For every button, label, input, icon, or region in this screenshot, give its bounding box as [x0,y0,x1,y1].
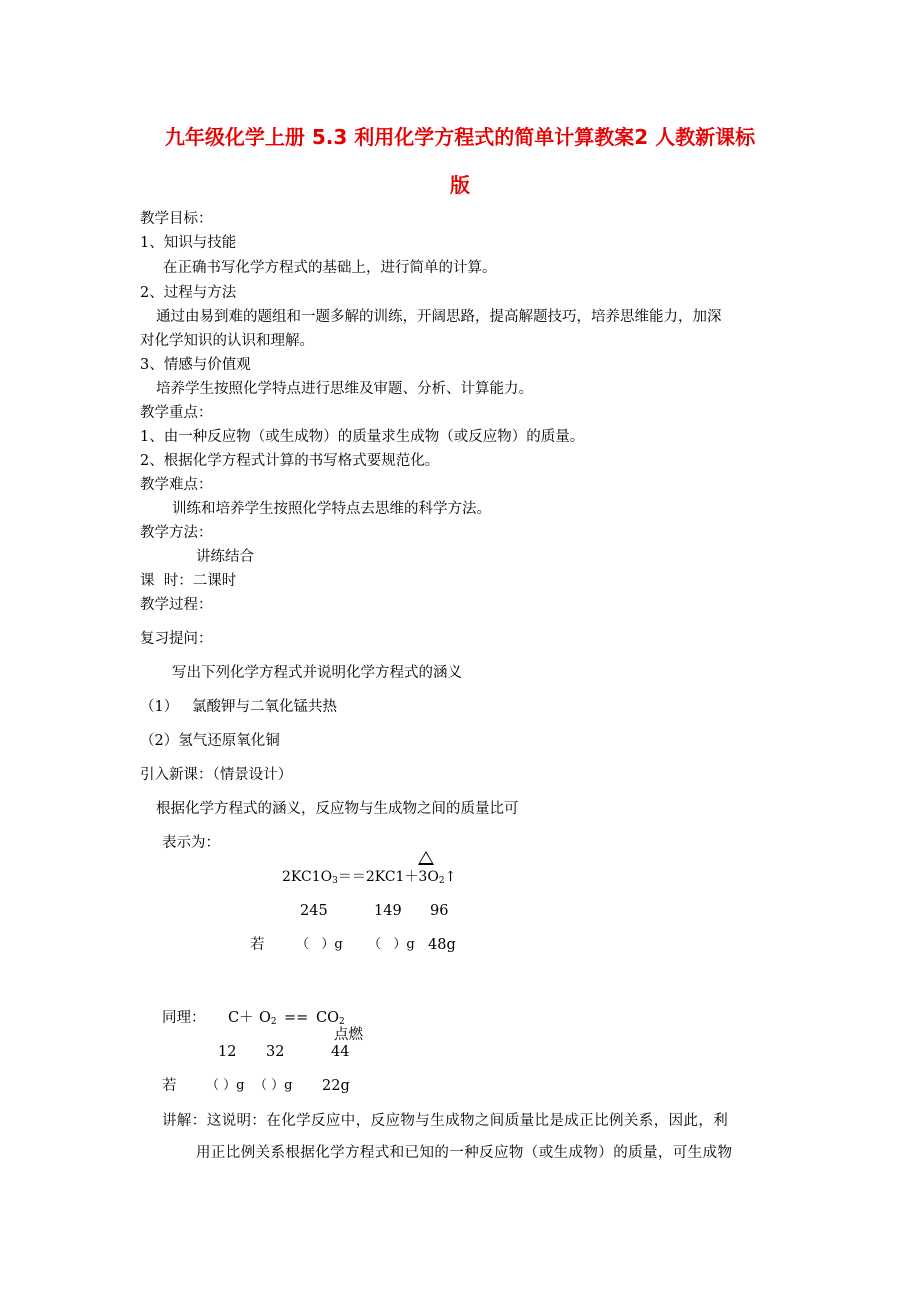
text-line: 教学目标： [140,211,213,227]
text-line: 培养学生按照化学特点进行思维及审题、分析、计算能力。 [156,381,533,397]
equation-equals: == [284,1010,309,1026]
blank-mass: 22g [322,1078,350,1094]
text-line: （1） 氯酸钾与二氧化锰共热 [140,699,338,715]
explain-line: 用正比例关系根据化学方程式和已知的一种反应物（或生成物）的质量，可生成物 [196,1145,733,1161]
equation-o2: $O_2$ [259,1010,277,1027]
heating-triangle-icon [418,851,434,865]
text-line: 1、知识与技能 [140,235,237,251]
text-line: 2、根据化学方程式计算的书写格式要规范化。 [140,453,440,469]
mass-value: 44 [331,1044,350,1060]
equation-kclo3: $2KC1O_3==2KC1+3O_2↑$ [282,869,457,886]
explain-line: 讲解：这说明：在化学反应中，反应物与生成物之间质量比是成正比例关系，因此，利 [162,1113,729,1129]
text-line: 写出下列化学方程式并说明化学方程式的涵义 [172,665,462,681]
mass-value: 32 [266,1044,285,1060]
blank-mass: 48g [428,937,456,953]
doc-title-line2: 版 [450,173,470,197]
text-line: 1、由一种反应物（或生成物）的质量求生成物（或反应物）的质量。 [140,429,585,445]
text-line: 对化学知识的认识和理解。 [140,333,314,349]
blank-mass: （ ）g [296,937,343,952]
blank-mass: （ ）g [368,937,415,952]
equation-carbon: C＋ [228,1010,254,1026]
text-line: 教学难点： [140,477,213,493]
text-line: 在正确书写化学方程式的基础上，进行简单的计算。 [163,260,497,276]
mass-value: 245 [300,903,328,919]
text-line: 训练和培养学生按照化学特点去思维的科学方法。 [172,501,491,517]
text-line: 表示为： [162,835,220,851]
text-line: 引入新课：（情景设计） [140,767,293,783]
text-line: （2）氢气还原氧化铜 [140,733,280,749]
text-line: 根据化学方程式的涵义，反应物与生成物之间的质量比可 [156,801,519,817]
tongli-label: 同理： [162,1010,206,1026]
condition-ignite: 点燃 [334,1027,363,1043]
mass-value: 12 [218,1044,237,1060]
text-line: 课 时：二课时 [140,573,237,589]
text-line: 2、过程与方法 [140,285,237,301]
text-line: 教学过程： [140,597,213,613]
mass-value: 149 [374,903,402,919]
text-line: 教学方法： [140,525,213,541]
text-line: 教学重点： [140,405,213,421]
mass-value: 96 [430,903,449,919]
blank-mass: （ ）g [206,1078,245,1093]
blank-mass: （ ）g [254,1078,293,1093]
doc-title-line1: 九年级化学上册 5.3 利用化学方程式的简单计算教案2 人教新课标 [164,125,756,149]
text-line: 3、情感与价值观 [140,357,251,373]
text-line: 通过由易到难的题组和一题多解的训练，开阔思路，提高解题技巧，培养思维能力，加深 [156,309,722,325]
ruo-label: 若 [250,937,265,953]
ruo-label: 若 [162,1078,177,1094]
equation-co2: $CO_2$ [316,1010,345,1027]
text-line: 复习提问： [140,631,213,647]
text-line: 讲练结合 [196,549,254,565]
